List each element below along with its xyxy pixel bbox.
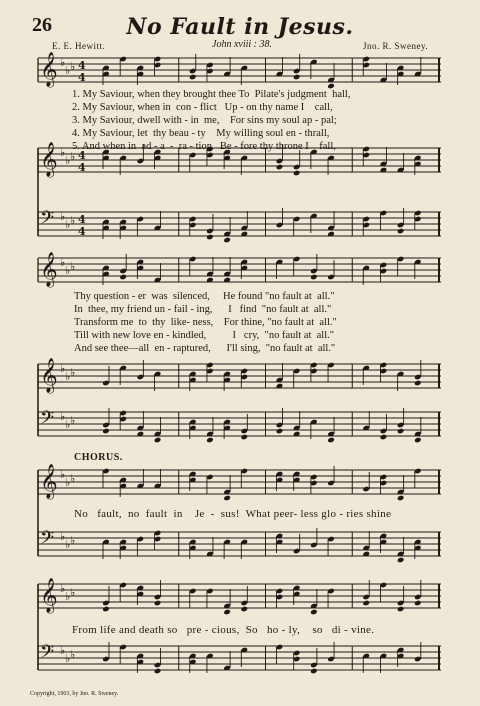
bass-clef-icon: 𝄢 [40, 408, 55, 433]
flat-icon: ♭ [60, 410, 66, 423]
verse-3-line-b: Transform me to thy like- ness, For thine, "no fault at all." [74, 317, 337, 328]
flat-icon: ♭ [70, 60, 76, 73]
flat-icon: ♭ [65, 590, 71, 603]
note-head [397, 557, 405, 564]
flat-icon: ♭ [70, 472, 76, 485]
flat-icon: ♭ [65, 154, 71, 167]
time-signature-icon: 4 [78, 161, 86, 174]
flat-icon: ♭ [70, 534, 76, 547]
flat-icon: ♭ [70, 648, 76, 661]
verse-1-line-b: Thy question - er was silenced, He found "no fault at all." [74, 291, 335, 302]
flat-icon: ♭ [70, 214, 76, 227]
time-signature-icon: 4 [78, 59, 86, 72]
verse-4-line-b: Till with new love en - kindled, I cry, "no fault at all." [74, 330, 335, 341]
flat-icon: ♭ [70, 414, 76, 427]
note-head [276, 428, 284, 435]
note-head [241, 434, 249, 441]
note-head [293, 74, 301, 81]
note-head [293, 170, 301, 177]
flat-icon: ♭ [65, 418, 71, 431]
verse-2-line-b: In thee, my friend un - fail - ing, I find "no fault at all." [74, 304, 332, 315]
flat-icon: ♭ [60, 210, 66, 223]
flat-icon: ♭ [65, 652, 71, 665]
treble-clef-icon: 𝄞 [40, 252, 58, 287]
note-head [206, 437, 214, 444]
note-head [397, 228, 405, 235]
note-head [362, 600, 370, 607]
chorus-lyric-line-2: From life and death so pre - cious, So ho - ly, so di - vine. [72, 624, 375, 636]
flat-icon: ♭ [65, 476, 71, 489]
verse-4-line-a: 4. My Saviour, let thy beau - ty My willing soul en - thrall, [72, 128, 330, 139]
treble-clef-icon: 𝄞 [40, 142, 58, 177]
flat-icon: ♭ [65, 370, 71, 383]
composer-credit: Jno. R. Sweney. [363, 41, 429, 51]
note-head [327, 437, 335, 444]
chorus-label: CHORUS. [74, 452, 123, 463]
note-head [189, 74, 197, 81]
flat-icon: ♭ [60, 530, 66, 543]
note-head [380, 434, 388, 441]
flat-icon: ♭ [70, 366, 76, 379]
chorus-lyric-line-1: No fault, no fault in Je - sus! What peer- less glo - ries shine [74, 508, 392, 520]
note-head [310, 668, 318, 675]
time-signature-icon: 4 [78, 225, 86, 238]
flat-icon: ♭ [65, 64, 71, 77]
note-head [154, 600, 162, 607]
note-head [206, 234, 214, 241]
flat-icon: ♭ [60, 146, 66, 159]
flat-icon: ♭ [60, 56, 66, 69]
flat-icon: ♭ [70, 586, 76, 599]
flat-icon: ♭ [65, 538, 71, 551]
bass-clef-icon: 𝄢 [40, 642, 55, 667]
verse-2-line-a: 2. My Saviour, when in con - flict Up - on thy name I call, [72, 102, 333, 113]
note-head [102, 428, 110, 435]
note-head [414, 380, 422, 387]
bass-clef-icon: 𝄢 [40, 208, 55, 233]
note-head [223, 237, 231, 244]
treble-clef-icon: 𝄞 [40, 358, 58, 393]
flat-icon: ♭ [60, 362, 66, 375]
note-head [223, 609, 231, 616]
note-head [310, 609, 318, 616]
note-head [119, 274, 127, 281]
verse-3-line-a: 3. My Saviour, dwell with - in me, For sins my soul ap - pal; [72, 115, 337, 126]
treble-clef-icon: 𝄞 [40, 464, 58, 499]
note-head [397, 428, 405, 435]
flat-icon: ♭ [60, 644, 66, 657]
note-head [414, 600, 422, 607]
copyright-notice: Copyright, 1903, by Jno. R. Sweney. [30, 691, 119, 697]
verse-1-line-a: 1. My Saviour, when they brought thee To Pilate's judgment hall, [72, 89, 351, 100]
flat-icon: ♭ [65, 264, 71, 277]
note-head [414, 437, 422, 444]
flat-icon: ♭ [70, 150, 76, 163]
note-head [310, 274, 318, 281]
note-head [223, 495, 231, 502]
note-head [397, 495, 405, 502]
verse-5-line-b: And see thee—all en - raptured, I'll sing, "no fault at all." [74, 343, 336, 354]
bass-clef-icon: 𝄢 [40, 528, 55, 553]
page-number: 26 [32, 14, 52, 36]
time-signature-icon: 4 [78, 71, 86, 84]
note-head [102, 606, 110, 613]
flat-icon: ♭ [60, 582, 66, 595]
note-head [241, 606, 249, 613]
note-head [397, 606, 405, 613]
flat-icon: ♭ [60, 468, 66, 481]
treble-clef-icon: 𝄞 [40, 578, 58, 613]
flat-icon: ♭ [70, 260, 76, 273]
time-signature-icon: 4 [78, 149, 86, 162]
hymn-title: No Fault in Jesus. [126, 14, 354, 40]
note-head [276, 164, 284, 171]
time-signature-icon: 4 [78, 213, 86, 226]
lyricist-credit: E. E. Hewitt. [52, 41, 106, 51]
flat-icon: ♭ [65, 218, 71, 231]
note-head [154, 437, 162, 444]
scripture-reference: John xviii : 38. [212, 39, 272, 50]
note-head [154, 668, 162, 675]
flat-icon: ♭ [60, 256, 66, 269]
treble-clef-icon: 𝄞 [40, 52, 58, 87]
verse-5-line-a: 5. And when in ad - a - ra - tion Be - fore thy throne I fall, [72, 141, 336, 152]
